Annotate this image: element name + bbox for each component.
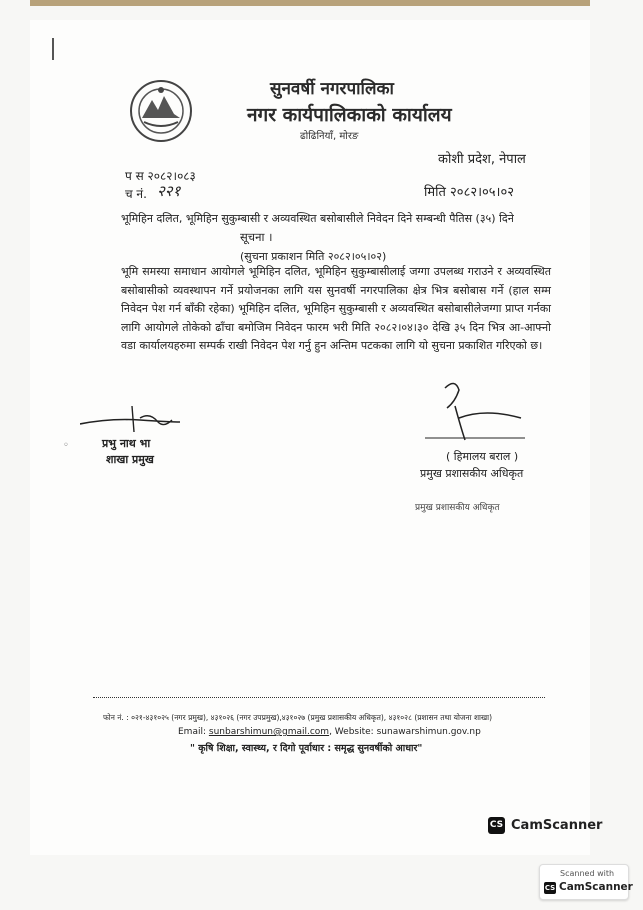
- municipality-name: सुनवर्षी नगरपालिका: [270, 79, 394, 99]
- top-edge-strip: [30, 0, 590, 6]
- notice-paragraph: भूमि समस्या समाधान आयोगले भूमिहिन दलित, भूमिहिन सुकुम्बासीलाई जग्गा उपलब्ध गराउने र अव्यवस्थित बसोबासीको व्यवस्थापन गर्ने प्रयोजनका लागि यस सुनवर्षी नगरपालिका क्षेत्र भित्र बसोबास गर्ने (हाल सम्म निवेदन पेश गर्न बाँकी रहेका) भूमिहिन दलित, भूमिहिन सुकुम्बासी र अव्यवस्थित बसोबासीलेजग्गा प्राप्त गर्नका लागि आयोगले तोकेको ढाँचा बमोजिम निवेदन फारम भरी मिति २०८२।०४।३० देखि ३५ दिन भित्र आ-आफ्नो वडा कार्यालयहरुमा सम्पर्क राखी निवेदन पेश गर्नु हुन अन्तिम पटकका लागि यो सुचना प्रकाशित गरिएको छ।: [121, 265, 551, 352]
- scanned-with-badge: [539, 864, 633, 900]
- dispatch-number-label: च नं.: [125, 187, 147, 201]
- website-label: , Website:: [329, 727, 374, 737]
- right-signatory-designation: प्रमुख प्रशासकीय अधिकृत: [420, 467, 524, 480]
- footer-slogan: " कृषि शिक्षा, स्वास्थ्य, र दिगो पूर्वाधार : समृद्ध सुनवर्षीको आधार": [190, 743, 423, 754]
- punch-mark: ◦: [63, 440, 69, 451]
- nepal-emblem-icon: [128, 78, 194, 144]
- camscanner-watermark: CamScanner: [511, 818, 603, 833]
- email-label: Email:: [178, 727, 207, 737]
- left-signatory-designation: शाखा प्रमुख: [106, 453, 154, 466]
- badge-logo-icon: CS: [544, 884, 556, 892]
- footer-divider: [93, 697, 545, 698]
- subject-line-1: भूमिहिन दलित, भूमिहिन सुकुम्बासी र अव्यवस्थित बसोबासीले निवेदन दिने सम्बन्धी पैतिस (३५) दिने: [121, 212, 514, 225]
- website-link[interactable]: sunawarshimun.gov.np: [376, 727, 481, 737]
- official-stamp: प्रमुख प्रशासकीय अधिकृत: [415, 503, 500, 513]
- letter-reference-number: प स २०८२।०८३: [125, 169, 196, 183]
- email-link[interactable]: sunbarshimun@gmail.com: [208, 727, 330, 737]
- left-signatory-name: प्रभु नाथ भा: [102, 437, 151, 450]
- footer-phones: फोन नं. : ०२१-४३१०२५ (नगर प्रमुख), ४३१०२६ (नगर उपप्रमुख),४३१०२७ (प्रमुख प्रशासकीय अधिकृत), ४३१०२८ (प्रशासन तथा योजना शाखा): [103, 713, 492, 722]
- badge-caption: Scanned with: [560, 869, 615, 878]
- letter-date: मिति २०८२।०५।०२: [424, 185, 514, 200]
- office-address: ढोढिनियाँ, मोरङ: [300, 131, 359, 142]
- subject-line-2: सूचना ।: [240, 230, 273, 244]
- office-name: नगर कार्यपालिकाको कार्यालय: [247, 104, 452, 126]
- right-signatory-name: ( हिमालय बराल ): [446, 450, 519, 463]
- badge-brand: CamScanner: [559, 881, 633, 893]
- notice-body: [121, 263, 551, 356]
- dispatch-number-value: २२१: [157, 182, 181, 200]
- footer-contact: [178, 727, 481, 737]
- publication-date-note: (सुचना प्रकाशन मिति २०८२।०५।०२): [240, 250, 387, 263]
- signature-right: [425, 378, 530, 443]
- margin-mark: [52, 38, 54, 60]
- camscanner-logo-icon: CS: [488, 817, 505, 834]
- province: कोशी प्रदेश, नेपाल: [438, 152, 526, 167]
